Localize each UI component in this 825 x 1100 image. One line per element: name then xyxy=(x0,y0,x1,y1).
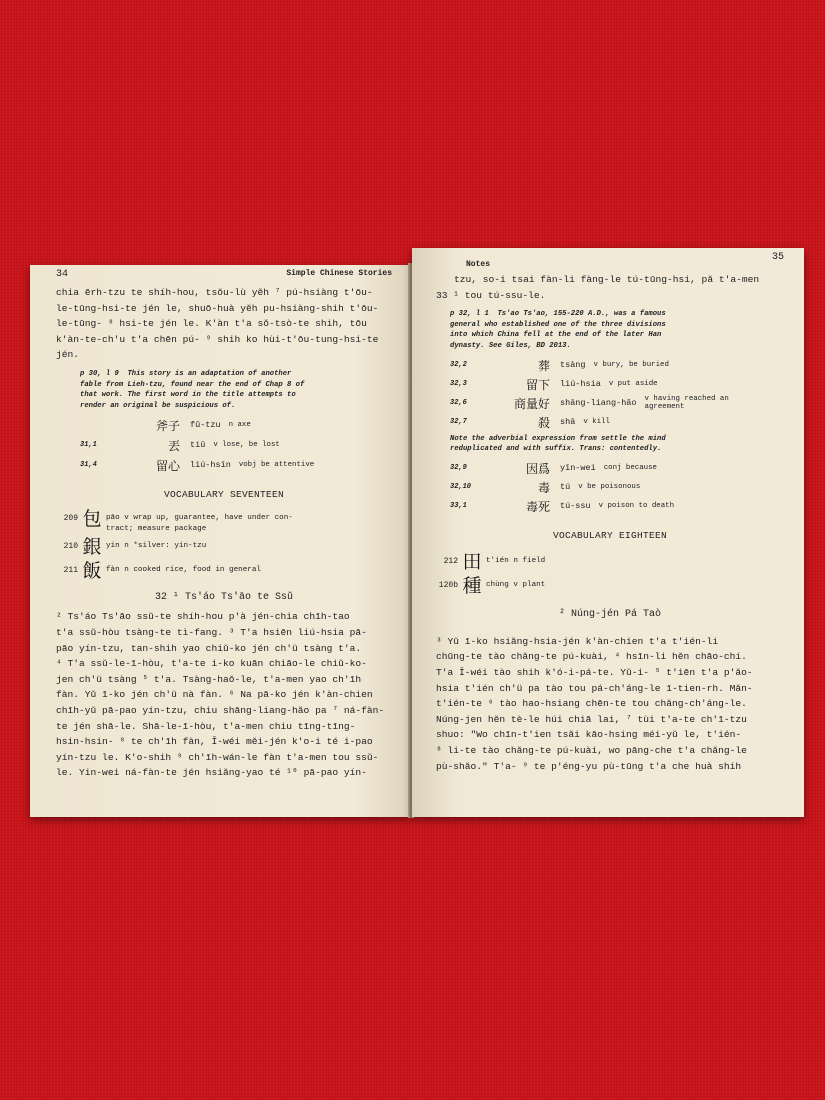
footnote xyxy=(450,434,784,455)
text-line: yín-tzu le. K'o-shih ⁹ ch'īh-wán-le fàn t'a-men tou ssŭ- xyxy=(56,751,379,763)
continued-text xyxy=(436,272,784,303)
vocab-notes xyxy=(80,415,392,475)
continued-text xyxy=(56,285,392,363)
note-line: render an original be suspicious of. xyxy=(80,401,236,410)
note-line: general who established one of the three divisions xyxy=(450,320,666,329)
vocab-entry: 212 田 t'ién n field xyxy=(443,550,546,573)
vocab-section-title: VOCABULARY SEVENTEEN xyxy=(163,489,285,501)
vocab-entry: 120b 種 chùng v plant xyxy=(438,574,546,597)
text-line: Núng-jen hĕn tè-le húi chiā lai, ⁷ tùi t'a-te ch'ī-tzu xyxy=(436,713,747,725)
vocab-note-row: 32,10 毒 tú v be poisonous xyxy=(450,480,641,495)
text-line: jen ch'ü tsàng ⁵ t'a. Tsàng-haŏ-le, t'a-men yao ch'īh xyxy=(56,673,362,685)
text-line: fàn. Yŭ ī-ko jén ch'ü nà fàn. ⁶ Na pā-ko jén k'àn-chien xyxy=(56,689,373,701)
text-line: chūng-te tào chăng-te pú-kuài, ⁴ hsīn-li hĕn chāo-chí. xyxy=(436,651,747,663)
note-line: fable from Lieh-tzu, found near the end of Chap 8 of xyxy=(80,380,305,389)
chapter-title: ² Núng-jén Pá Taò xyxy=(558,608,662,620)
right-page xyxy=(412,248,804,817)
note-line: that work. The first word in the title attempts to xyxy=(80,391,296,400)
footnote xyxy=(80,369,392,411)
text-line: 33 ¹ tou tú-ssu-le. xyxy=(436,289,546,301)
running-head: Notes xyxy=(466,260,491,269)
note-line: Note the adverbial expression from settle the mind xyxy=(450,434,666,443)
text-line: hsia t'ién ch'ü pa tào tou pá-ch'áng-le ī-tien-rh. Măn- xyxy=(436,682,753,694)
running-head: Simple Chinese Stories xyxy=(286,269,392,278)
right-page-header xyxy=(436,252,784,268)
vocab-note-row: 31,1 丟 tiū v lose, be lost xyxy=(80,438,280,453)
text-line: k'àn-te-ch'u t'a chēn pú- ⁹ shih ko hùi-t'ōu-tung-hsi-te xyxy=(56,333,379,345)
vocab-note-row: 32,2 葬 tsàng v bury, be buried xyxy=(450,358,669,373)
text-line: pāo yín-tzu, tan-shih yao chiŭ-ko jén ch'ü tsàng t'a. xyxy=(56,642,362,654)
vocab-note-row: 33,1 毒死 tú-ssu v poison to death xyxy=(450,499,675,514)
text-line: jén. xyxy=(56,349,80,361)
vocab-notes xyxy=(450,356,784,432)
note-line: dynasty. See Giles, BD 2013. xyxy=(450,341,571,350)
text-line: pù-shăo." T'a- ⁹ te p'éng-yu pù-tūng t'a che huà shih xyxy=(436,760,742,772)
vocab-entry: 210 銀 yín n *silver: yín-tzu xyxy=(63,536,207,559)
vocab-note-row: 32,7 殺 shā v kill xyxy=(450,415,610,430)
text-line: shuo: "Wo chīn-t'ien tsăi kāo-hsing méi-yŭ le, t'ién- xyxy=(436,729,742,741)
text-line: le. Yin-wei ná-fàn-te jén hsiăng-yao té ¹⁰ pā-pao yín- xyxy=(56,767,367,779)
note-ref: p 32, l 1 xyxy=(450,310,489,319)
text-line: chia ērh-tzu te shíh-hou, tsŏu-lù yĕh ⁷ pú-hsiàng t'ōu- xyxy=(56,287,373,298)
vocab-entry: 211 飯 fàn n cooked rice, food in general xyxy=(63,560,261,583)
vocab-note-row: 32,3 留下 liú-hsia v put aside xyxy=(450,377,658,392)
vocab-note-row: 斧子 fŭ-tzu n axe xyxy=(155,418,251,433)
text-line: chīh-yŭ pā-pao yín-tzu, chiu shāng-liang-hăo pa ⁷ ná-fàn- xyxy=(56,704,385,716)
text-line: le-tūng- ⁸ hsi-te jén le. K'àn t'a sŏ-tsò-te shih, tōu xyxy=(56,318,367,330)
text-line: t'a ssŭ-hòu tsàng-te tì-fang. ³ T'a hsiēn liú-hsia pā- xyxy=(56,626,367,638)
vocab-note-row: 31,4 留心 liú-hsīn vobj be attentive xyxy=(80,458,315,473)
note-line: reduplicated and with suffix. Trans: contentedly. xyxy=(450,445,662,454)
left-page xyxy=(30,265,410,817)
vocab-entry: 209 包 pāo v wrap up, guarantee, have under con- tract; measure package xyxy=(63,508,293,533)
vocab-section-title: VOCABULARY EIGHTEEN xyxy=(552,529,668,541)
vocab-list xyxy=(436,551,784,597)
text-line: t'ién-te ⁶ tào hao-hsiang chēn-te tou chăng-ch'áng-le. xyxy=(436,698,747,710)
text-line: te jén shā-le. Shā-le-ī-hòu, t'a-men chiu tīng-tīng- xyxy=(56,720,356,732)
story-body xyxy=(436,634,784,774)
footnote xyxy=(450,309,784,351)
left-page-header xyxy=(56,269,392,285)
note-line: This story is an adaptation of another xyxy=(127,369,292,378)
story-body xyxy=(56,609,392,781)
vocab-list xyxy=(56,508,392,582)
text-line: ³ Yŭ ī-ko hsiăng-hsia-jén k'àn-chien t'a t'ién-li xyxy=(436,635,719,647)
text-line: T'a Ī-wéi tào shih k'ó-i-pá-te. Yŭ-i- ⁵ t'iēn t'a p'ăo- xyxy=(436,666,753,678)
text-line: ⁴ T'a ssŭ-le-ī-hòu, t'a-te i-ko kuān chiāo-le chiŭ-ko- xyxy=(56,658,367,670)
vocab-note-row: 32,6 商量好 shāng-liang-hăo v having reached an agreement xyxy=(450,395,729,412)
vocab-notes xyxy=(450,459,784,516)
text-line: le-tūng-hsi-te jén le, shuō-huà yĕh pu-hsiàng-shih t'ōu- xyxy=(56,302,379,314)
text-line: hsin-hsin- ⁸ te ch'īh fàn, Ī-wéi mĕi-jén k'o-i té i-pao xyxy=(56,736,373,748)
text-line: ⁸ li-te tào chăng-te pú-kuài, wo pāng-che t'a chăng-le xyxy=(436,744,747,756)
vocab-note-row: 32,9 因爲 yīn-wei conj because xyxy=(450,461,657,476)
text-line: tzu, so-i tsai fàn-li fàng-le tú-tūng-hsi, pă t'a-men xyxy=(454,274,760,285)
note-line: into which China fell at the end of the later Han xyxy=(450,331,662,340)
open-book xyxy=(30,245,806,820)
note-ref: p 30, l 9 xyxy=(80,369,119,378)
note-line: Ts'ao Ts'ao, 155-220 A.D., was a famous xyxy=(497,310,666,319)
text-line: ² Ts'áo Ts'āo ssŭ-te shíh-hou p'à jén-chia chīh-tao xyxy=(56,611,350,623)
chapter-title: 32 ¹ Ts'áo Ts'āo te Ssŭ xyxy=(154,592,294,604)
page-number: 34 xyxy=(56,269,69,280)
page-number: 35 xyxy=(771,252,784,263)
